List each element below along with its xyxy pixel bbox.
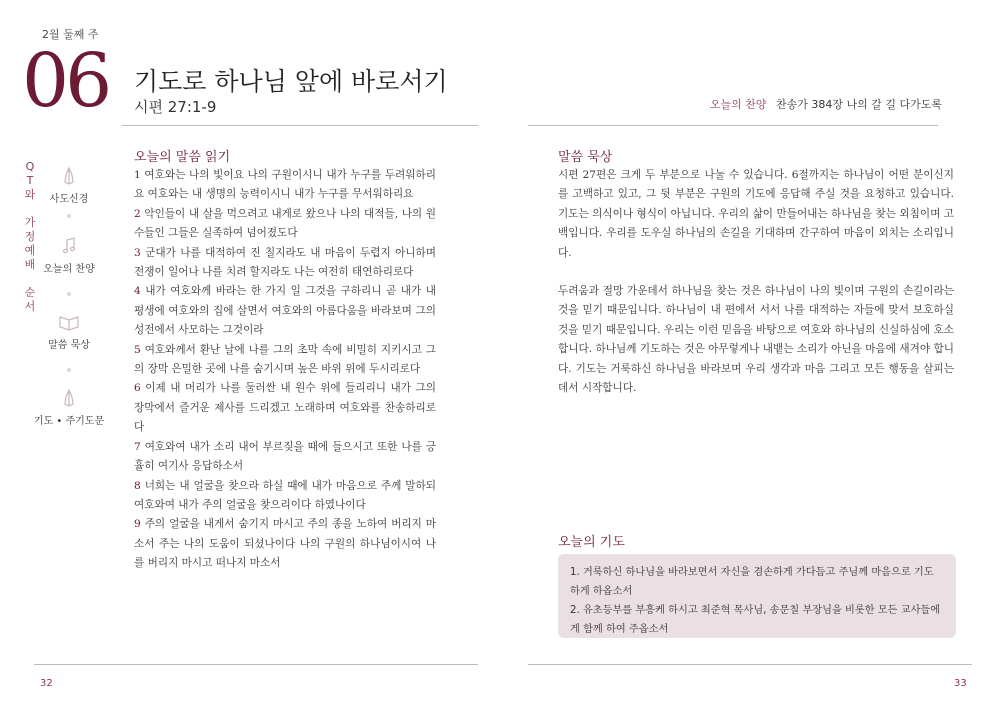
hymn-info xyxy=(710,96,942,112)
verse xyxy=(134,477,436,516)
verse-text: 악인들이 내 살을 먹으려고 내게로 왔으나 나의 대적들, 나의 원수들인 그들은 실족하여 넘어졌도다 xyxy=(134,207,436,240)
paragraph: 두려움과 절망 가운데서 하나님을 찾는 것은 하나님이 나의 빛이며 구원의 손길이라는 것을 믿기 때문입니다. 하나님이 내 편에서 서서 나를 대적하는 자들에 맞서 보호하실 것을 믿기 때문입니다. 우리는 이런 믿음을 바탕으로 여호와 하나님의 신실하심에 호소합니다. 하나님께 기도하는 것은 아무렇게나 내뱉는 소리가 아닌을 마음에 새겨야 합니다. 기도는 거룩하신 하나님을 바라보며 우리 생각과 마음 그리고 모든 행동을 살피는데서 시작합니다. xyxy=(558,285,954,395)
page-number-right: 33 xyxy=(954,678,967,689)
separator-dot xyxy=(67,292,71,296)
verse-number: 5 xyxy=(134,343,141,356)
verse-text: 여호와께서 환난 날에 나를 그의 초막 속에 비밀히 지키시고 그의 장막 은밀한 곳에 나를 숨기시며 높은 바위 위에 두시리로다 xyxy=(134,343,436,376)
verse-number: 8 xyxy=(134,479,141,492)
prayer-box xyxy=(558,554,956,638)
label-char: 와 xyxy=(24,188,36,201)
sidebar-item-label: 기도 • 주기도문 xyxy=(33,416,105,427)
divider xyxy=(528,664,972,665)
sidebar-item-meditation xyxy=(34,312,104,351)
prayer-item: 1. 거룩하신 하나님을 바라보면서 자신을 겸손하게 가다듬고 주님께 마음으로 기도하게 하옵소서 xyxy=(570,567,934,597)
verse xyxy=(134,205,436,244)
label-char: 정 xyxy=(24,230,36,243)
divider xyxy=(122,125,478,126)
label-char: 순 xyxy=(24,286,36,299)
separator-dot xyxy=(67,214,71,218)
praying-hands-icon xyxy=(59,166,79,186)
verse-text: 여호와는 나의 빛이요 나의 구원이시니 내가 누구를 두려워하리요 여호와는 내 생명의 능력이시니 내가 누구를 무서워하리요 xyxy=(134,169,436,201)
music-note-icon xyxy=(59,236,79,256)
verse-text: 여호와여 내가 소리 내어 부르짖을 때에 들으시고 또한 나를 긍휼히 여기사 응답하소서 xyxy=(134,440,436,473)
prayer-list xyxy=(558,554,956,639)
verse-number: 3 xyxy=(134,246,141,259)
label-char: 예 xyxy=(24,244,36,257)
prayer-title: 오늘의 기도 xyxy=(558,535,625,550)
verse xyxy=(134,166,436,205)
verse-text: 군대가 나를 대적하여 진 칠지라도 내 마음이 두렵지 아니하며 전쟁이 일어나 나를 치려 할지라도 나는 여전히 태연하리로다 xyxy=(134,246,437,279)
sidebar-item-label: 사도신경 xyxy=(49,194,89,205)
prayer-item: 2. 유초등부를 부흥케 하시고 최준혁 목사님, 송문칠 부장님을 비롯한 모든 교사들에게 함께 하여 주옵소서 xyxy=(570,605,941,635)
label-char: T xyxy=(26,174,34,187)
meditation-title: 말씀 묵상 xyxy=(558,150,613,165)
verse-text: 내가 여호와께 바라는 한 가지 일 그것을 구하리니 곧 내가 내 평생에 여호와의 집에 살면서 여호와의 아름다움을 바라보며 그의 성전에서 사모하는 그것이라 xyxy=(134,285,436,337)
sidebar-item-apostles-creed xyxy=(34,166,104,205)
reading-title: 오늘의 말씀 읽기 xyxy=(134,150,231,165)
verse-number: 4 xyxy=(134,285,141,298)
label-char: 배 xyxy=(24,258,36,271)
verse-text: 주의 얼굴을 내게서 숨기지 마시고 주의 종을 노하여 버리지 마소서 주는 나의 도움이 되셨나이다 나의 구원의 하나님이시여 나를 버리지 마시고 떠나지 마소서 xyxy=(134,518,436,570)
verse-number: 1 xyxy=(134,169,141,181)
verse-number: 6 xyxy=(134,382,141,395)
separator-dot xyxy=(67,368,71,372)
sidebar-item-hymn xyxy=(34,236,104,275)
verse-number: 2 xyxy=(134,207,141,220)
praying-hands-icon xyxy=(59,388,79,408)
lesson-number: 06 xyxy=(22,38,109,124)
label-char: Q xyxy=(25,160,35,173)
hymn-text: 찬송가 384장 나의 갈 길 다가도록 xyxy=(776,98,942,111)
verse xyxy=(134,341,436,380)
divider xyxy=(34,664,478,665)
hymn-label: 오늘의 찬양 xyxy=(709,98,767,111)
verse xyxy=(134,515,436,573)
verse-number: 9 xyxy=(134,518,141,531)
sidebar-item-label: 말씀 묵상 xyxy=(48,340,90,351)
verse xyxy=(134,282,436,340)
label-char: 가 xyxy=(24,216,36,229)
divider xyxy=(528,125,938,126)
sidebar-item-prayer xyxy=(28,388,110,427)
paragraph: 시편 27편은 크게 두 부분으로 나눌 수 있습니다. 6절까지는 하나님이 어떤 분이신지를 고백하고 있고, 그 뒷 부분은 구원의 기도에 응답해 주실 것을 요청하고 있습니다. 기도는 의식이나 형식이 아닙니다. 우리의 삶이 만들어내는 하나님을 찾는 외침이며 고백입니다. 우리를 도우실 하나님의 손길을 기대하며 간구하여 마음이 외치는 소리입니다. xyxy=(558,169,954,259)
verse-text: 너희는 내 얼굴을 찾으라 하실 때에 내가 마음으로 주께 말하되 여호와여 내가 주의 얼굴을 찾으리이다 하였나이다 xyxy=(134,479,436,511)
verse xyxy=(134,244,436,283)
week-label: 2월 둘째 주 xyxy=(42,28,99,41)
scripture-reading xyxy=(134,166,436,574)
open-book-icon xyxy=(58,312,80,332)
meditation-text xyxy=(558,166,954,417)
verse-text: 이제 내 머리가 나를 둘러싼 내 원수 위에 들리리니 내가 그의 장막에서 즐거운 제사를 드리겠고 노래하며 여호와를 찬송하리로다 xyxy=(134,382,436,434)
verse xyxy=(134,379,436,437)
verse xyxy=(134,438,436,477)
scripture-reference: 시편 27:1-9 xyxy=(134,98,217,116)
page-title: 기도로 하나님 앞에 바로서기 xyxy=(134,67,448,96)
sidebar-item-label: 오늘의 찬양 xyxy=(43,264,95,275)
label-char: 서 xyxy=(24,300,36,313)
page-number-left: 32 xyxy=(40,678,53,689)
verse-number: 7 xyxy=(134,440,141,453)
